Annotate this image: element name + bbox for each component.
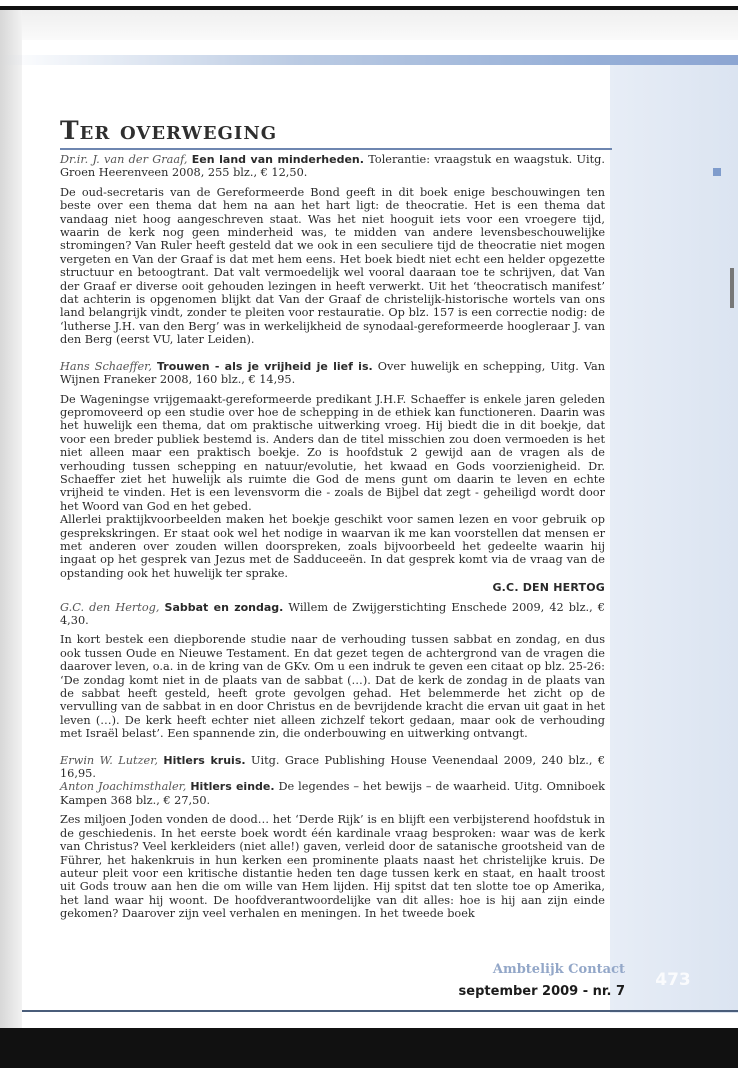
citation-details: Uitg. Grace Publishing House Veenendaal 2009, 240 blz., € 16,95. — [60, 753, 606, 781]
book-citation — [60, 153, 605, 180]
citation-author: G.C. den Hertog, — [60, 600, 160, 614]
citation-details: Tolerantie: vraagstuk en waagstuk. Uitg. Groen Heerenveen 2008, 255 blz., € 12,50. — [60, 153, 605, 180]
bottom-rule — [22, 1010, 738, 1012]
book-citation — [60, 601, 605, 628]
binding-mark — [730, 268, 734, 308]
citation-details: De legendes – het bewijs – de waarheid. Uitg. Omniboek Kampen 368 blz., € 27,50. — [60, 780, 606, 807]
citation-title: Sabbat en zondag. — [164, 600, 284, 614]
citation-author: Anton Joachimsthaler, — [60, 780, 187, 794]
book-citation — [60, 360, 605, 387]
header-gradient-bar — [0, 55, 738, 65]
citation-details: Over huwelijk en schepping, Uitg. Van Wijnen Franeker 2008, 160 blz., € 14,95. — [60, 359, 606, 387]
book-citation — [60, 754, 605, 781]
citation-author: Dr.ir. J. van der Graaf, — [60, 153, 188, 166]
footer-issue: september 2009 - nr. 7 — [458, 984, 625, 999]
footer-magazine-name: Ambtelijk Contact — [492, 962, 625, 977]
reviewer-signature: G.C. DEN HERTOG — [492, 581, 605, 595]
citation-details: Willem de Zwijgerstichting Enschede 2009, 42 blz., € 4,30. — [60, 600, 605, 627]
review-text: De oud-secretaris van de Gereformeerde Bond geeft in dit boek enige beschouwingen ten beste over een thema dat hem na aan het hart ligt: de theocratie. Het is een thema dat vandaag niet hoog aangeschreven staat. Was het niet hooguit iets voor een vroegere tijd, waarin de kerk nog geen minderheid was, te midden van andere levensbeschouwelijke stromingen? Van Ruler heeft gesteld dat we ook in een seculiere tijd de theocratie niet mogen vergeten en Van der Graaf is dat met hem eens. Het boek biedt niet echt een helder opgezette structuur en betoogtrant. Dat valt vermoedelijk wel vooral daaraan toe te schrijven, dat Van der Graaf er diverse ooit gehouden lezingen in heeft verwerkt. Uit het ‘theocratisch manifest’ dat achterin is opgenomen blijkt dat Van der Graaf de christelijk-historische wortels van ons land belangrijk vindt, zonder te pleiten voor restauratie. Op blz. 157 is een correctie nodig: de ‘lutherse J.H. van den Berg’ was in werkelijkheid de synodaal-gereformeerde hoogleraar J. van den Berg (eerst VU, later Leiden). — [60, 185, 605, 347]
top-band — [0, 10, 738, 40]
scan-bottom-border — [0, 1028, 738, 1068]
page-number: 473 — [655, 970, 691, 990]
citation-title: Hitlers kruis. — [163, 753, 246, 767]
review-text: Zes miljoen Joden vonden de dood… het ‘Derde Rijk’ is en blijft een verbijsterend hoofdstuk in de geschiedenis. In het eerste boek wordt één kardinale vraag besproken: waar was de kerk van Christus? Veel kerkleiders (niet alle!) gaven, verleid door de satanische grootsheid van de Führer, het hakenkruis in hun kerken een prominente plaats naast het christelijke kruis. De auteur pleit voor een kritische distantie heden ten dage tussen kerk en staat, en haalt troost uit Gods trouw aan hen die om wille van Hem lijden. Hij spitst dat ten slotte toe op Amerika, het land waar hij woont. De hoofdverantwoordelijke van dit alles: hoe is hij aan zijn einde gekomen? Daarover zijn veel verhalen en meningen. In het tweede boek — [60, 813, 605, 921]
side-column — [610, 55, 738, 1013]
review-text: In kort bestek een diepborende studie naar de verhouding tussen sabbat en zondag, en dus ook tussen Oude en Nieuwe Testament. En dat gezet tegen de achtergrond van de vragen die daarover leven, o.a. in de kring van de GKv. Om u een indruk te geven een citaat op blz. 25-26: ‘De zondag komt niet in de plaats van de sabbat (…). Dat de kerk de zondag in de plaats van de sabbat heeft gesteld, heeft grote gevolgen gehad. Het belemmerde het zicht op de vervulling van de sabbat in en door Christus en de bevrijdende kracht die ervan uit gaat in het leven (…). De kerk heeft echter niet alleen zichzelf tekort gedaan, maar ook de verhouding met Israël belast’. Een spannende zin, die onderbouwing en uitwerking ontvangt. — [60, 633, 605, 741]
citation-title: Trouwen - als je vrijheid je lief is. — [156, 359, 373, 373]
citation-title: Een land van minderheden. — [191, 153, 364, 166]
article-body — [60, 153, 605, 921]
review-text-continued: Allerlei praktijkvoorbeelden maken het boekje geschikt voor samen lezen en voor gebruik op gesprekskringen. Er staat ook wel het nodige in waarvan ik me kan voorstellen dat mensen er met anderen over zouden willen doorspreken, zoals bijvoorbeeld het gedeelte waarin hij ingaat op het gesprek van Jezus met de Sadduceeën. In dat gesprek komt via de vraag van de opstanding ook het huwelijk ter sprake. — [60, 513, 605, 580]
citation-author: Erwin W. Lutzer, — [60, 753, 158, 767]
title-underline — [60, 148, 612, 150]
book-citation — [60, 780, 605, 807]
citation-author: Hans Schaeffer, — [60, 359, 152, 373]
review-text: De Wageningse vrijgemaakt-gereformeerde predikant J.H.F. Schaeffer is enkele jaren geleden gepromoveerd op een studie over hoe de schepping in de ethiek kan functioneren. Daarin was het huwelijk een thema, dat om praktische uitwerking vroeg. Hij biedt die in dit boekje, dat voor een breder publiek bestemd is. Anders dan de titel misschien zou doen vermoeden is het niet alleen maar een praktisch boekje. Zo is hoofdstuk 2 gewijd aan de vragen als de verhouding tussen schepping en natuur/evolutie, het kwaad en Gods voorzienigheid. Dr. Schaeffer ziet het huwelijk als ruimte die God de mens gunt om daarin te leven en echte vrijheid te vinden. Het is een levensvorm die - zoals de Bijbel dat zegt - geheiligd wordt door het Woord van God en het gebed. — [60, 392, 605, 513]
page-title: Ter overweging — [60, 116, 278, 145]
page-gutter — [0, 10, 22, 1028]
side-marker — [713, 168, 721, 176]
citation-title: Hitlers einde. — [190, 780, 275, 794]
